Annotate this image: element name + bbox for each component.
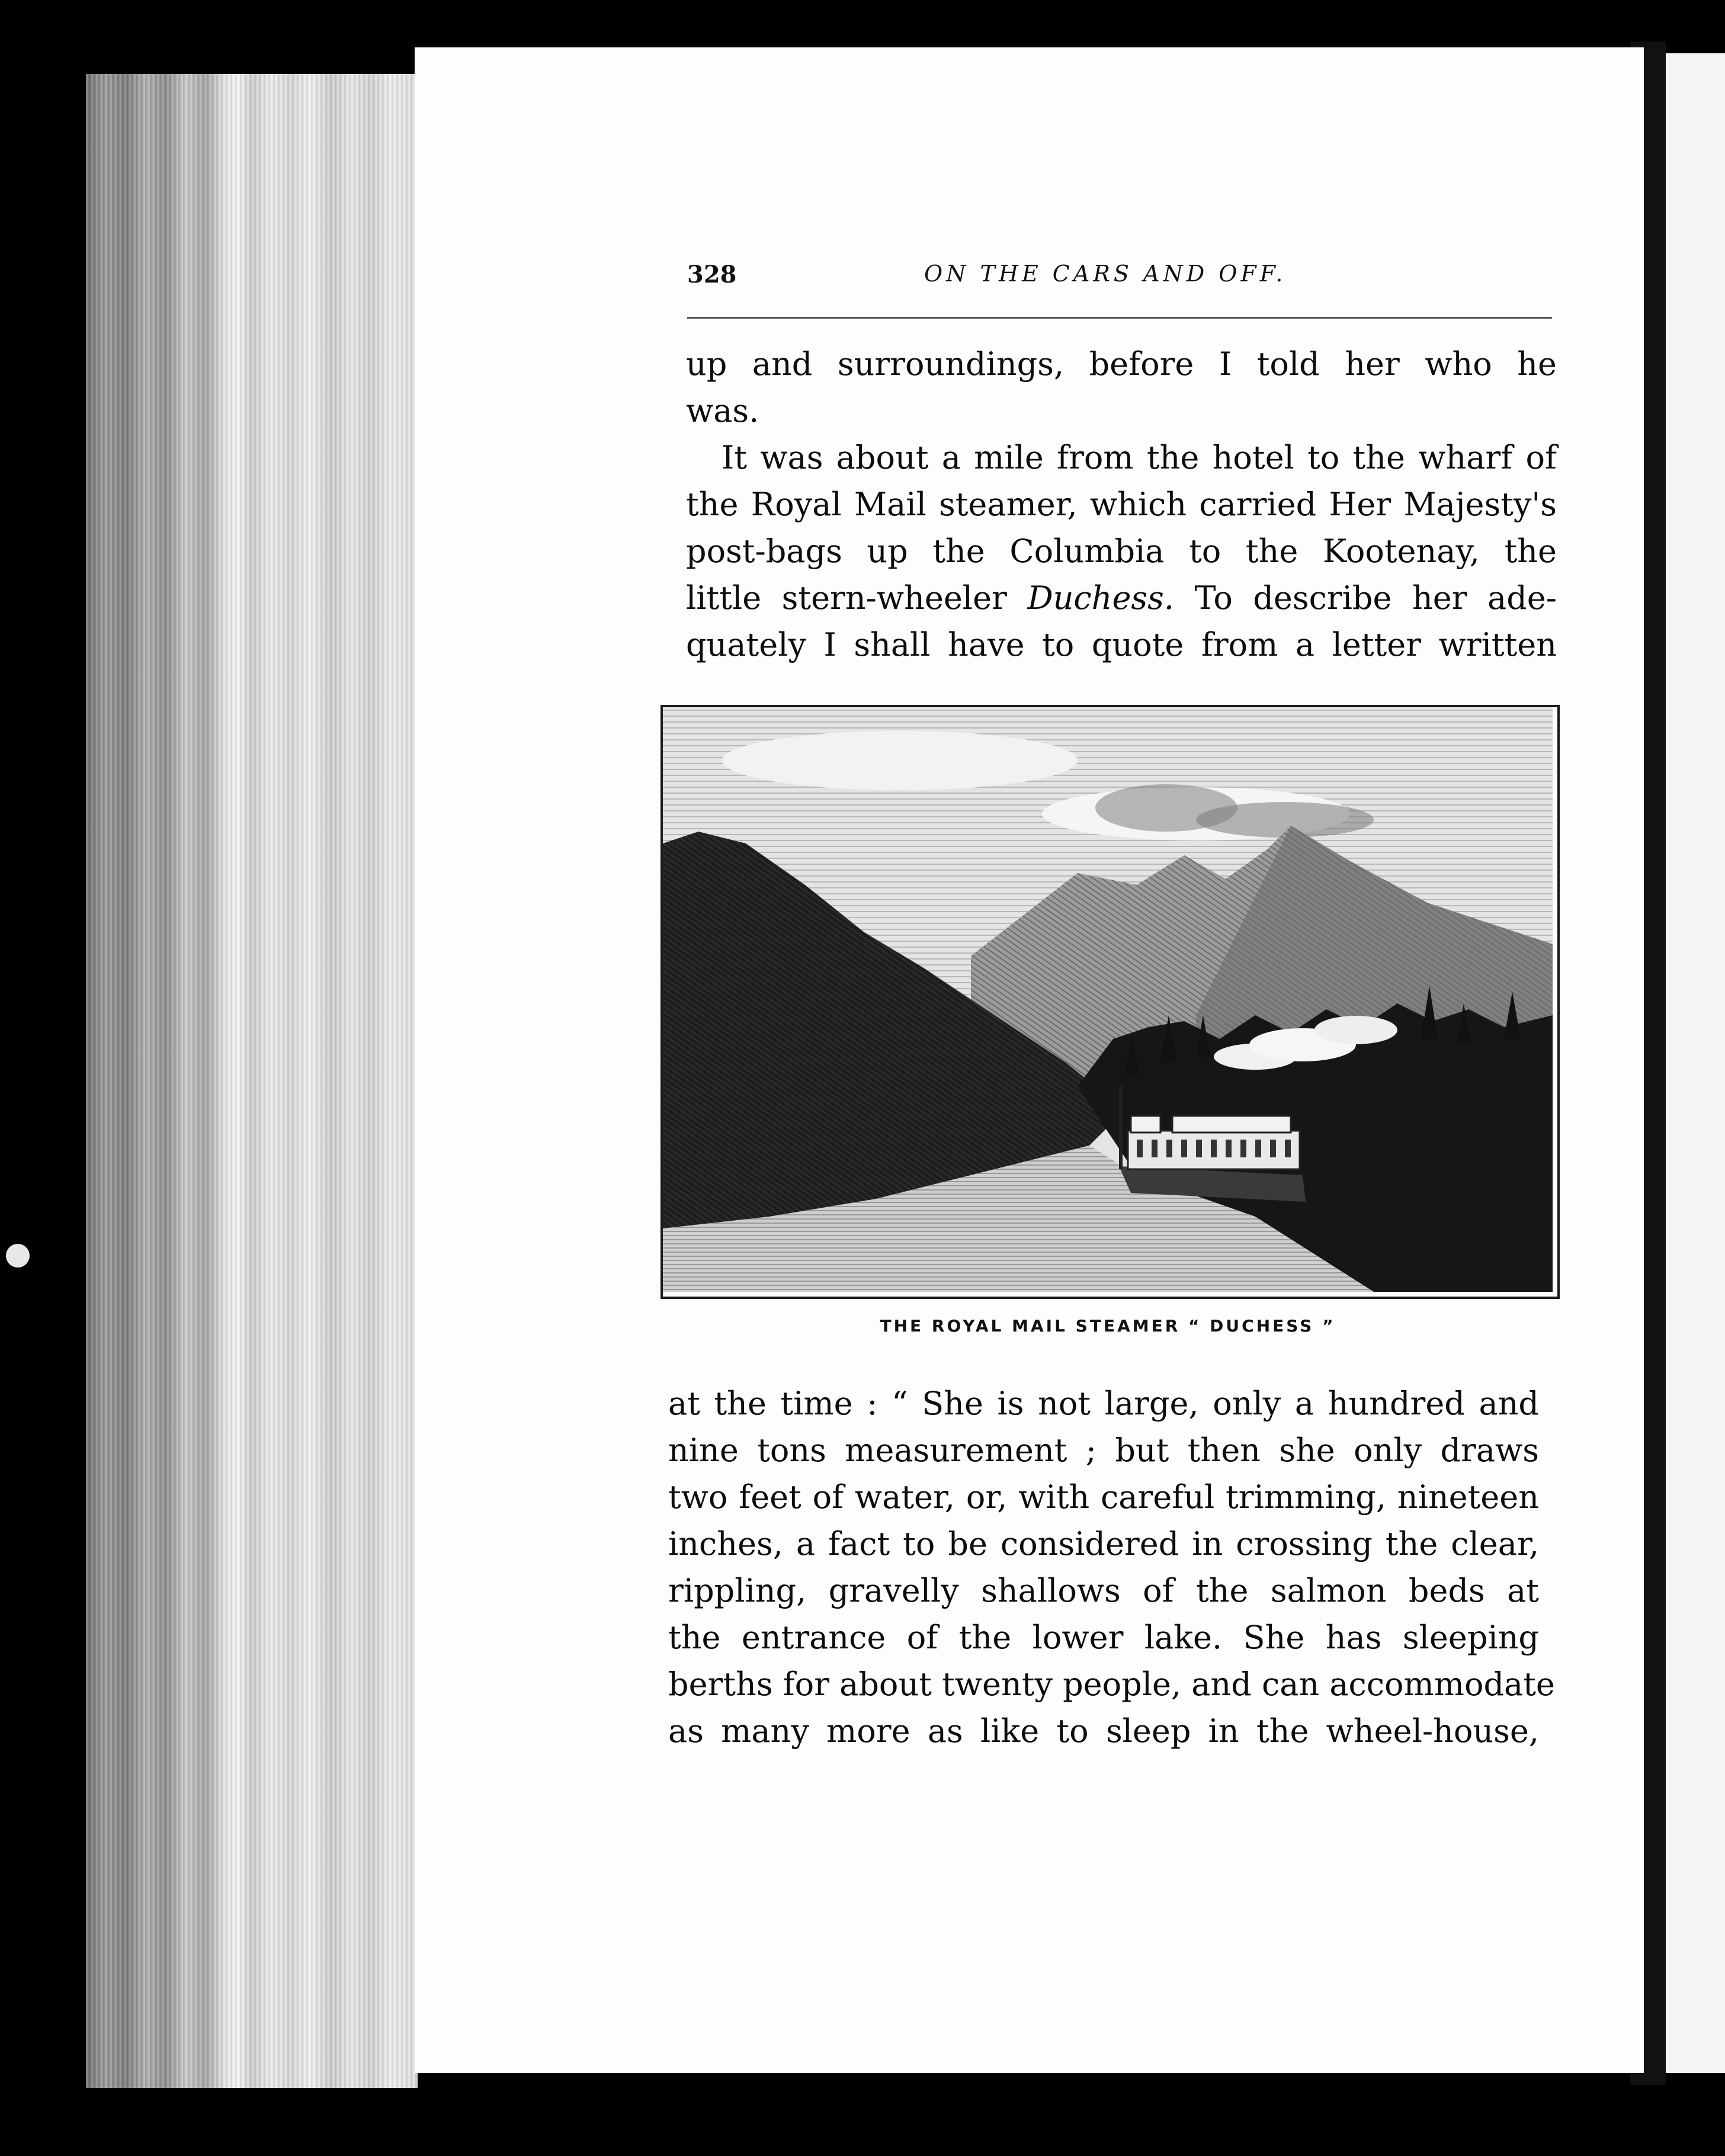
text-line: two feet of water, or, with careful trimming, nineteen	[668, 1478, 1539, 1516]
text-line: rippling, gravelly shallows of the salmon beds at	[668, 1572, 1539, 1609]
text-line: was.	[686, 392, 759, 429]
margin-speck	[6, 1244, 30, 1268]
page-number: 328	[687, 261, 737, 288]
illustration-caption: THE ROYAL MAIL STEAMER “ DUCHESS ”	[880, 1316, 1336, 1336]
text-line: the entrance of the lower lake. She has sleeping	[668, 1619, 1539, 1656]
text-line: quately I shall have to quote from a letter written	[686, 626, 1557, 663]
text-line	[686, 575, 1557, 621]
running-head	[687, 261, 1552, 296]
page-edges	[86, 74, 418, 2088]
text-fragment: little stern-wheeler	[686, 579, 1007, 617]
text-line: nine tons measurement ; but then she only draws	[668, 1432, 1539, 1469]
body-text-bottom	[668, 1380, 1555, 1754]
text-line: up and surroundings, before I told her who he	[686, 345, 1557, 383]
ship-name: Duchess.	[1027, 579, 1174, 617]
text-line: as many more as like to sleep in the wheel-house,	[668, 1712, 1539, 1750]
body-text-top	[686, 341, 1557, 668]
facing-page-edge	[1666, 53, 1725, 2073]
text-line: at the time : “ She is not large, only a hundred and	[668, 1385, 1539, 1422]
engraving-image	[663, 707, 1553, 1292]
text-line: post-bags up the Columbia to the Kootenay, the	[686, 532, 1557, 570]
text-line: It was about a mile from the hotel to the wharf of	[722, 439, 1557, 476]
text-line: inches, a fact to be considered in crossing the clear,	[668, 1525, 1539, 1563]
text-line: berths for about twenty people, and can accommodate	[668, 1666, 1555, 1703]
text-line: the Royal Mail steamer, which carried Her Majesty's	[686, 486, 1557, 523]
running-title: ON THE CARS AND OFF.	[924, 261, 1287, 287]
header-rule	[687, 317, 1552, 319]
text-fragment: To describe her ade-	[1194, 579, 1557, 617]
steamer-illustration	[660, 705, 1560, 1299]
